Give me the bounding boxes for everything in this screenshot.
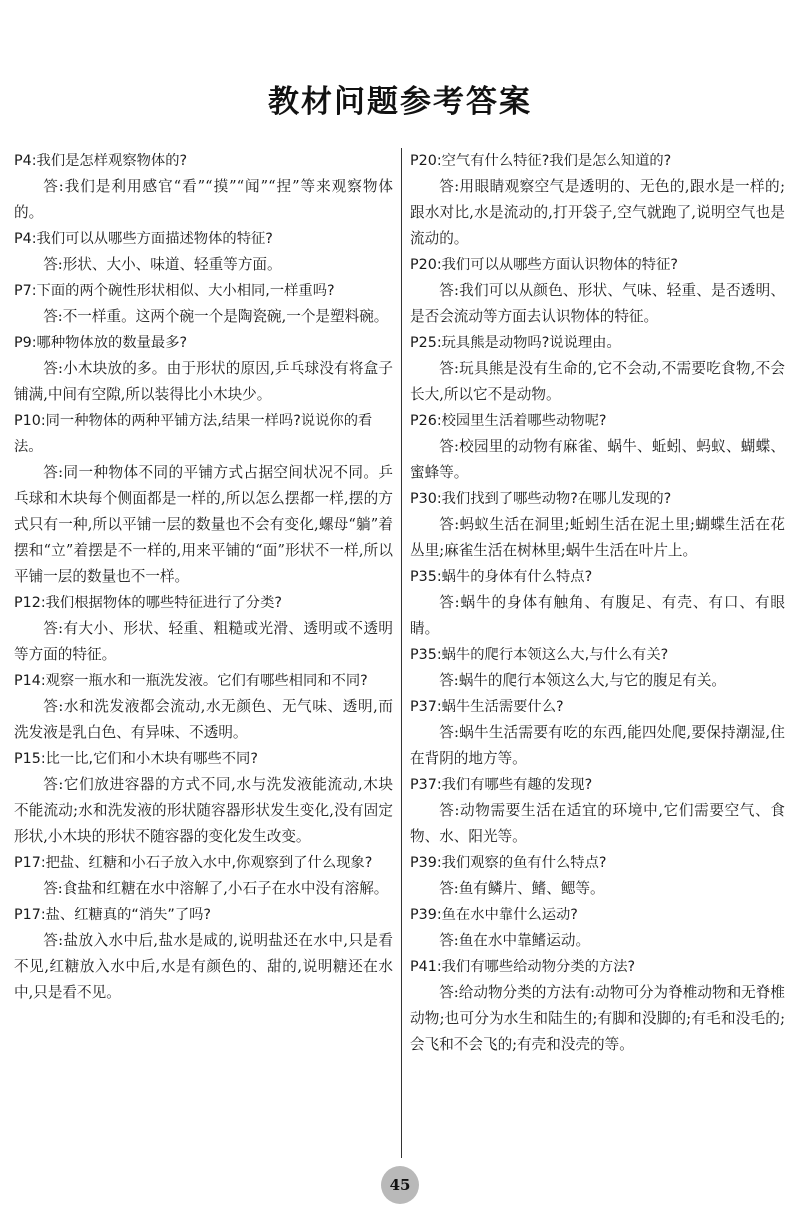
answer: 答:食盐和红糖在水中溶解了,小石子在水中没有溶解。	[43, 880, 389, 897]
question: P10:同一种物体的两种平铺方法,结果一样吗?说说你的看法。	[14, 413, 373, 455]
answer: 答:同一种物体不同的平铺方式占据空间状况不同。乒乓球和木块每个侧面都是一样的,所以怎么摆都一样,摆的方式只有一种,所以平铺一层的数量也不会有变化,螺母“躺”着摆和“立”着摆是不一样的,用来平铺的“面”形状不一样,所以平铺一层的数量也不一样。	[14, 464, 393, 585]
qa-item	[410, 642, 785, 694]
qa-item	[14, 226, 393, 278]
question: P14:观察一瓶水和一瓶洗发液。它们有哪些相同和不同?	[14, 673, 368, 689]
answer: 答:玩具熊是没有生命的,它不会动,不需要吃食物,不会长大,所以它不是动物。	[410, 360, 785, 403]
question: P35:蜗牛的身体有什么特点?	[410, 569, 593, 585]
answer: 答:给动物分类的方法有:动物可分为脊椎动物和无脊椎动物;也可分为水生和陆生的;有脚和没脚的;有毛和没毛的;会飞和不会飞的;有壳和没壳的等。	[410, 984, 785, 1053]
answer: 答:校园里的动物有麻雀、蜗牛、蚯蚓、蚂蚁、蝴蝶、蜜蜂等。	[410, 438, 785, 481]
page-title: 教材问题参考答案	[268, 84, 532, 120]
qa-item	[410, 252, 785, 330]
qa-item	[410, 148, 785, 252]
answer: 答:它们放进容器的方式不同,水与洗发液能流动,木块不能流动;水和洗发液的形状随容器形状发生变化,没有固定形状,小木块的形状不随容器的变化发生改变。	[14, 776, 393, 845]
question: P26:校园里生活着哪些动物呢?	[410, 413, 607, 429]
question: P35:蜗牛的爬行本领这么大,与什么有关?	[410, 647, 669, 663]
qa-item	[410, 902, 785, 954]
page-number: 45	[381, 1166, 419, 1204]
question: P39:鱼在水中靠什么运动?	[410, 907, 578, 923]
answer: 答:蜗牛的身体有触角、有腹足、有壳、有口、有眼睛。	[410, 594, 785, 637]
qa-item	[410, 486, 785, 564]
qa-item	[410, 954, 785, 1058]
right-column	[410, 148, 785, 1158]
answer: 答:盐放入水中后,盐水是咸的,说明盐还在水中,只是看不见,红糖放入水中后,水是有颜色的、甜的,说明糖还在水中,只是看不见。	[14, 932, 393, 1001]
question: P9:哪种物体放的数量最多?	[14, 335, 188, 351]
qa-item	[14, 668, 393, 746]
answer: 答:形状、大小、味道、轻重等方面。	[43, 256, 282, 273]
question: P20:我们可以从哪些方面认识物体的特征?	[410, 257, 678, 273]
qa-item	[410, 850, 785, 902]
qa-item	[410, 330, 785, 408]
question: P20:空气有什么特征?我们是怎么知道的?	[410, 153, 672, 169]
qa-item	[14, 330, 393, 408]
question: P39:我们观察的鱼有什么特点?	[410, 855, 607, 871]
left-column	[14, 148, 393, 1158]
answer: 答:用眼睛观察空气是透明的、无色的,跟水是一样的;跟水对比,水是流动的,打开袋子,空气就跑了,说明空气也是流动的。	[410, 178, 785, 247]
qa-item	[410, 408, 785, 486]
answer: 答:蚂蚁生活在洞里;蚯蚓生活在泥土里;蝴蝶生活在花丛里;麻雀生活在树林里;蜗牛生活在叶片上。	[410, 516, 785, 559]
question: P7:下面的两个碗性形状相似、大小相同,一样重吗?	[14, 283, 335, 299]
answer: 答:鱼有鳞片、鳍、鳃等。	[439, 880, 605, 897]
answer: 答:鱼在水中靠鳍运动。	[439, 932, 591, 949]
answer: 答:我们是利用感官“看”“摸”“闻”“捏”等来观察物体的。	[14, 178, 393, 221]
answer: 答:蜗牛的爬行本领这么大,与它的腹足有关。	[439, 672, 727, 689]
question: P12:我们根据物体的哪些特征进行了分类?	[14, 595, 282, 611]
answer: 答:我们可以从颜色、形状、气味、轻重、是否透明、是否会流动等方面去认识物体的特征。	[410, 282, 785, 325]
question: P17:盐、红糖真的“消失”了吗?	[14, 907, 211, 923]
qa-item	[14, 746, 393, 850]
qa-item	[410, 694, 785, 772]
answer: 答:动物需要生活在适宜的环境中,它们需要空气、食物、水、阳光等。	[410, 802, 785, 845]
answer: 答:小木块放的多。由于形状的原因,乒乓球没有将盒子铺满,中间有空隙,所以装得比小木块少。	[14, 360, 393, 403]
qa-item	[14, 278, 393, 330]
question: P25:玩具熊是动物吗?说说理由。	[410, 335, 621, 351]
question: P17:把盐、红糖和小石子放入水中,你观察到了什么现象?	[14, 855, 373, 871]
question: P41:我们有哪些给动物分类的方法?	[410, 959, 636, 975]
question: P15:比一比,它们和小木块有哪些不同?	[14, 751, 258, 767]
question: P4:我们是怎样观察物体的?	[14, 153, 188, 169]
answer: 答:有大小、形状、轻重、粗糙或光滑、透明或不透明等方面的特征。	[14, 620, 393, 663]
answer: 答:不一样重。这两个碗一个是陶瓷碗,一个是塑料碗。	[43, 308, 389, 325]
answer: 答:蜗牛生活需要有吃的东西,能四处爬,要保持潮湿,住在背阴的地方等。	[410, 724, 785, 767]
qa-item	[14, 590, 393, 668]
column-divider	[401, 148, 402, 1158]
answer: 答:水和洗发液都会流动,水无颜色、无气味、透明,而洗发液是乳白色、有异味、不透明。	[14, 698, 393, 741]
question: P30:我们找到了哪些动物?在哪儿发现的?	[410, 491, 672, 507]
qa-item	[14, 148, 393, 226]
question: P37:蜗牛生活需要什么?	[410, 699, 564, 715]
qa-item	[14, 902, 393, 1006]
qa-item	[410, 772, 785, 850]
qa-item	[14, 850, 393, 902]
question: P37:我们有哪些有趣的发现?	[410, 777, 593, 793]
qa-item	[14, 408, 393, 590]
question: P4:我们可以从哪些方面描述物体的特征?	[14, 231, 273, 247]
qa-item	[410, 564, 785, 642]
